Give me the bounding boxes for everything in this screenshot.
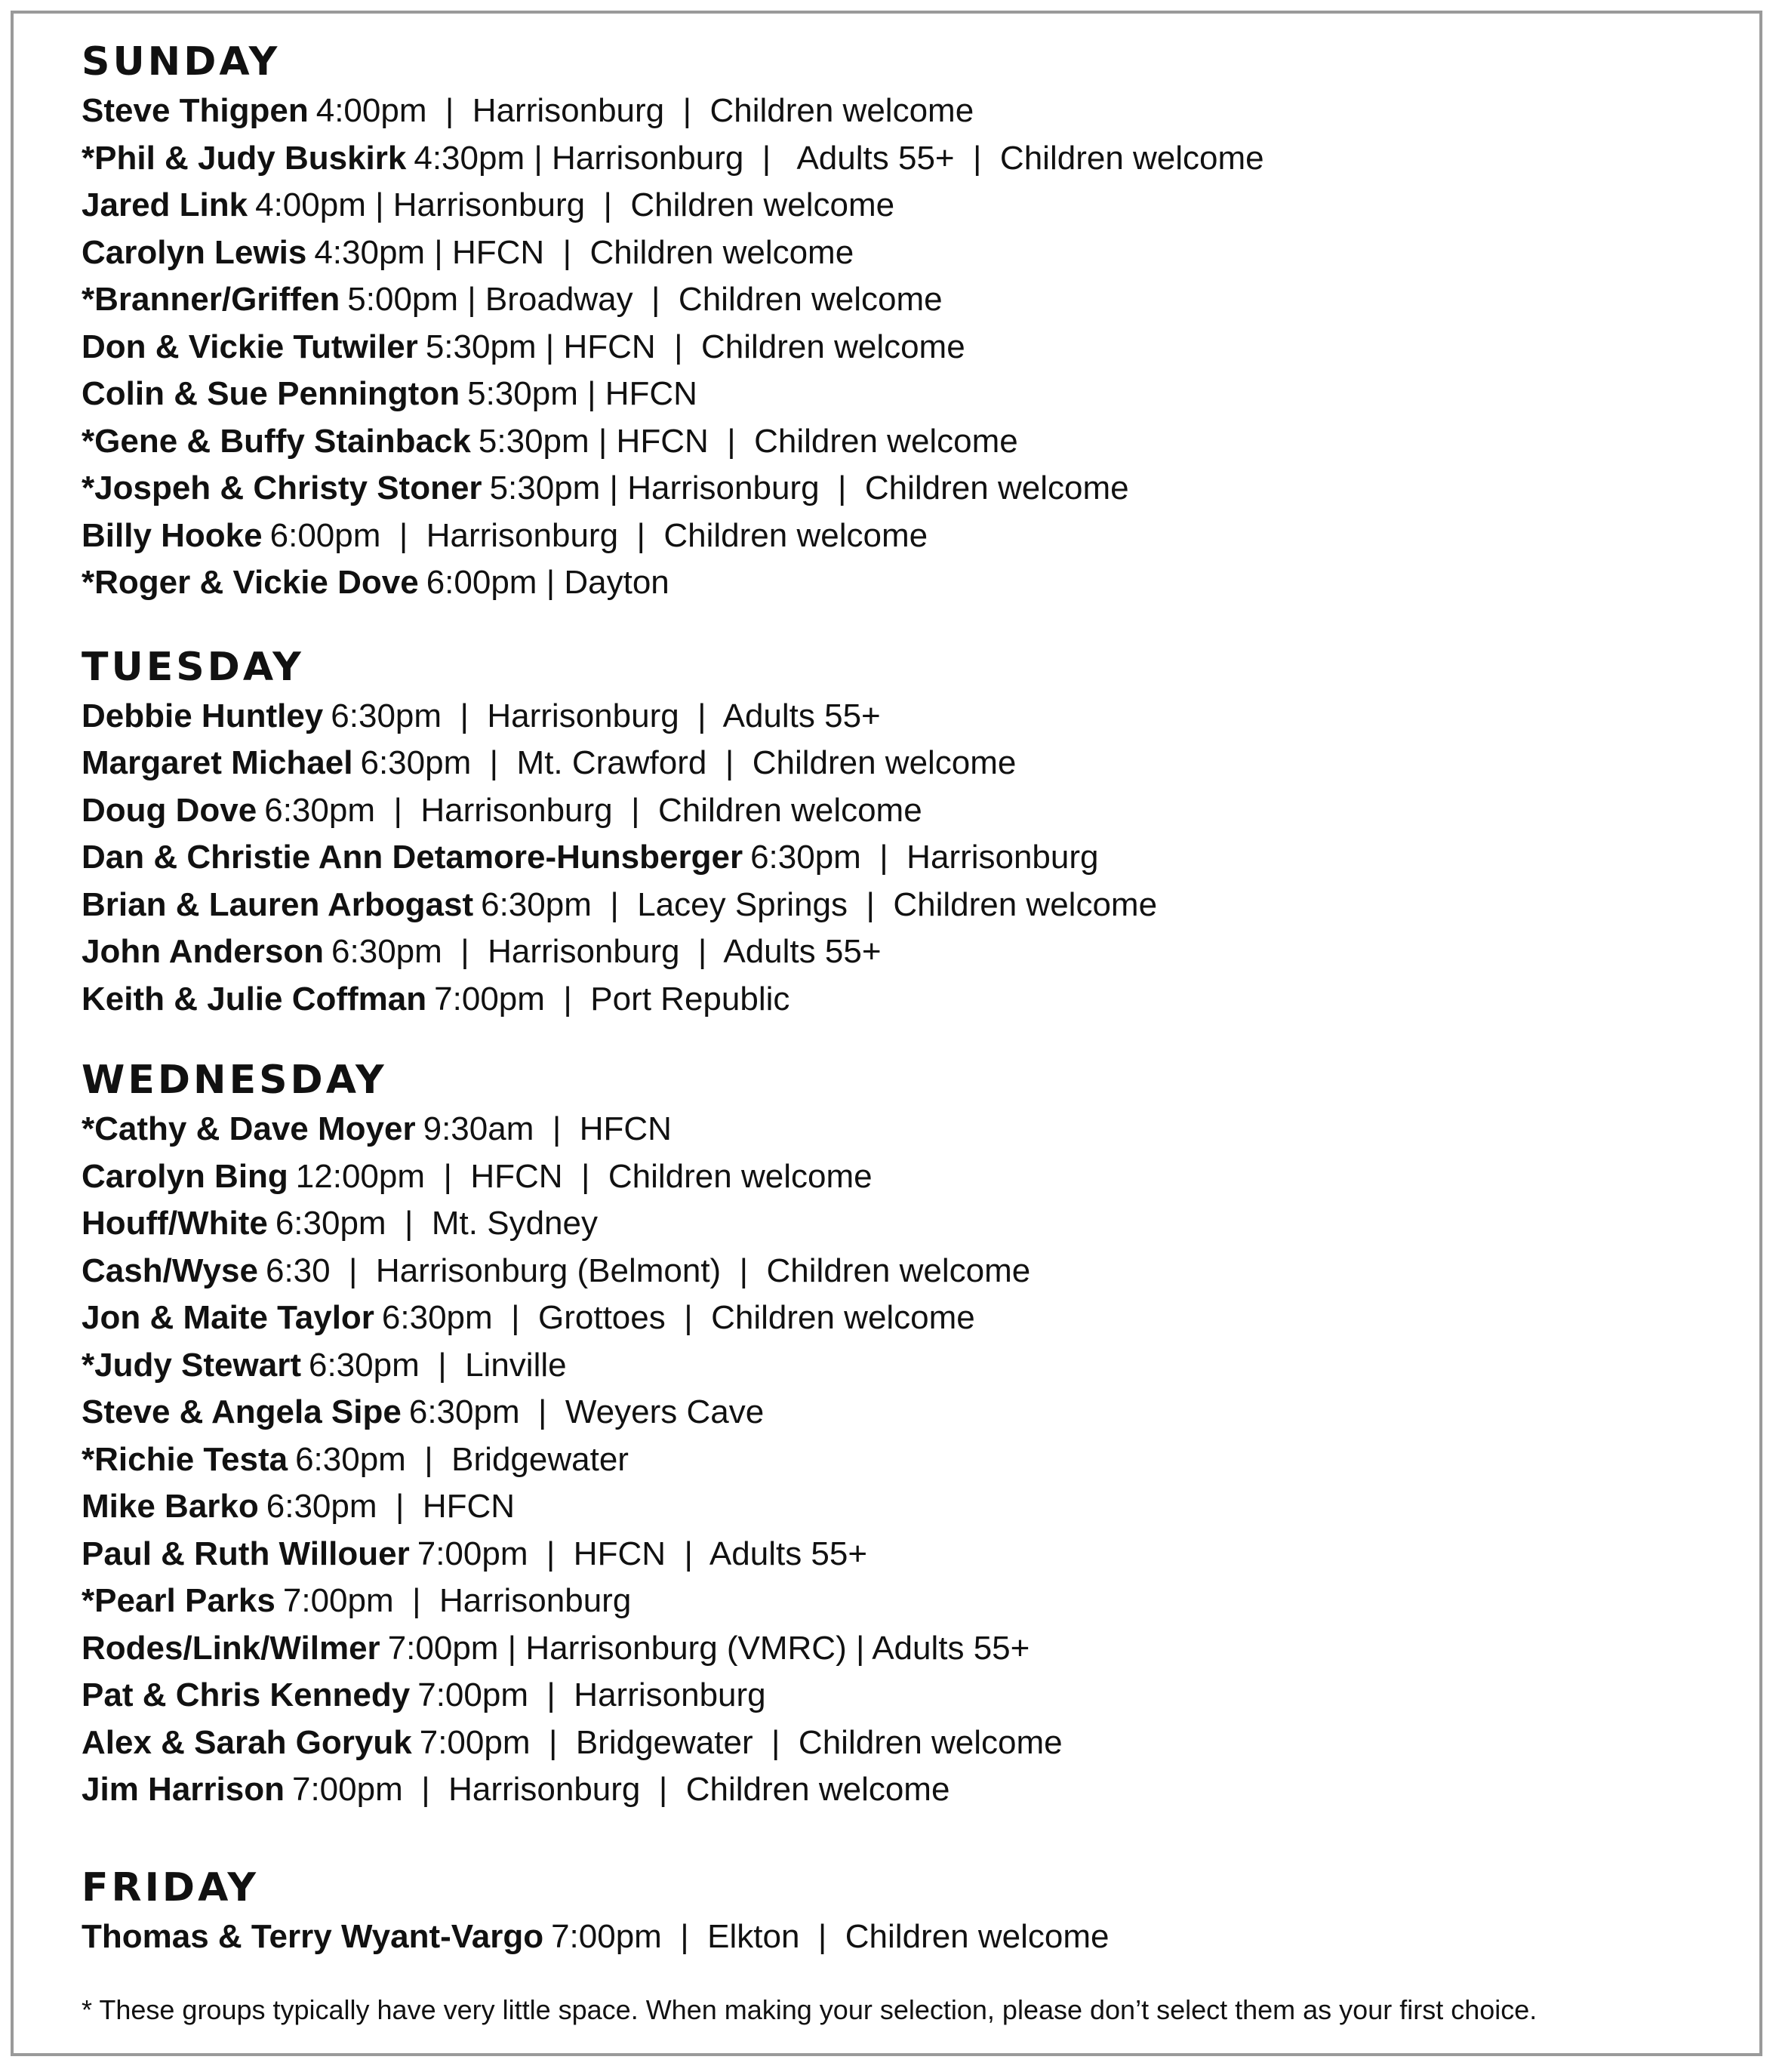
list-item (82, 693, 1742, 740)
group-name: Rodes/Link/Wilmer (82, 1629, 380, 1667)
footnote: * These groups typically have very little space. When making your selection, please don’t select them as your first choice. (82, 1994, 1537, 2025)
group-name: *Cathy & Dave Moyer (82, 1110, 416, 1147)
group-name: Steve Thigpen (82, 92, 309, 129)
list-item (82, 513, 1742, 560)
day-heading: SUNDAY (82, 39, 281, 85)
group-name: *Jospeh & Christy Stoner (82, 470, 482, 506)
group-details: 6:30pm | Harrisonburg | Adults 55+ (331, 697, 881, 734)
list-item (82, 1483, 1742, 1531)
group-name: Steve & Angela Sipe (82, 1393, 402, 1430)
group-details: 6:30pm | HFCN (266, 1488, 516, 1525)
group-name: Jon & Maite Taylor (82, 1299, 374, 1336)
group-details: 6:30pm | Harrisonburg | Children welcome (264, 791, 922, 829)
group-details: 4:30pm | Harrisonburg | Adults 55+ | Children welcome (414, 139, 1264, 177)
group-details: 6:30 | Harrisonburg (Belmont) | Children welcome (265, 1252, 1031, 1289)
list-item (82, 834, 1742, 882)
group-details: 6:30pm | Grottoes | Children welcome (381, 1299, 975, 1336)
list-item (82, 1625, 1742, 1673)
list-item (82, 1200, 1742, 1248)
list-item (82, 1766, 1742, 1814)
group-details: 4:30pm | HFCN | Children welcome (314, 233, 854, 271)
group-name: Debbie Huntley (82, 697, 324, 734)
group-details: 6:00pm | Dayton (426, 564, 669, 601)
list-item (82, 276, 1742, 324)
list-item (82, 229, 1742, 277)
group-name: Jim Harrison (82, 1771, 285, 1808)
group-details: 12:00pm | HFCN | Children welcome (295, 1157, 873, 1195)
group-details: 7:00pm | Elkton | Children welcome (551, 1917, 1110, 1955)
section-wednesday (82, 1056, 1742, 1814)
group-details: 4:00pm | Harrisonburg | Children welcome (315, 92, 974, 129)
group-details: 7:00pm | Harrisonburg (417, 1676, 766, 1713)
list-item (82, 1719, 1742, 1767)
group-name: Alex & Sarah Goryuk (82, 1723, 412, 1761)
list-item (82, 1672, 1742, 1719)
group-details: 7:00pm | Bridgewater | Children welcome (419, 1723, 1063, 1761)
group-name: *Phil & Judy Buskirk (82, 139, 407, 177)
list-item (82, 1436, 1742, 1484)
group-name: Margaret Michael (82, 744, 353, 781)
group-details: 6:30pm | Weyers Cave (408, 1393, 765, 1430)
group-name: *Judy Stewart (82, 1346, 301, 1384)
group-name: Cash/Wyse (82, 1252, 258, 1289)
list-item (82, 928, 1742, 976)
group-name: Mike Barko (82, 1488, 259, 1525)
group-details: 6:30pm | Mt. Sydney (275, 1205, 598, 1242)
group-name: Houff/White (82, 1205, 268, 1242)
group-details: 7:00pm | Port Republic (434, 980, 790, 1018)
group-name: Pat & Chris Kennedy (82, 1676, 411, 1713)
group-name: Carolyn Bing (82, 1157, 288, 1195)
list-item (82, 1389, 1742, 1436)
group-details: 4:00pm | Harrisonburg | Children welcome (255, 186, 895, 223)
group-details: 7:00pm | HFCN | Adults 55+ (417, 1535, 868, 1572)
group-details: 6:30pm | Lacey Springs | Children welcome (481, 885, 1158, 923)
group-details: 5:30pm | HFCN | Children welcome (425, 328, 965, 365)
group-name: Brian & Lauren Arbogast (82, 885, 474, 923)
group-name: Carolyn Lewis (82, 233, 307, 271)
list-item (82, 976, 1742, 1024)
group-details: 7:00pm | Harrisonburg (282, 1582, 632, 1619)
list-item (82, 1578, 1742, 1625)
group-name: Don & Vickie Tutwiler (82, 328, 418, 365)
section-spacer (82, 1814, 1742, 1864)
group-name: *Branner/Griffen (82, 281, 340, 318)
list-item (82, 135, 1742, 183)
list-item (82, 1913, 1742, 1961)
group-name: Billy Hooke (82, 516, 263, 554)
group-details: 5:30pm | Harrisonburg | Children welcome (489, 470, 1129, 506)
group-details: 7:00pm | Harrisonburg | Children welcome (291, 1771, 950, 1808)
list-item (82, 787, 1742, 835)
group-details: 6:30pm | Mt. Crawford | Children welcome (360, 744, 1017, 781)
list-item (82, 882, 1742, 929)
list-item (82, 1248, 1742, 1295)
group-details: 5:30pm | HFCN | Children welcome (478, 422, 1018, 460)
group-name: *Gene & Buffy Stainback (82, 422, 471, 460)
section-spacer (82, 607, 1742, 643)
group-name: Colin & Sue Pennington (82, 375, 460, 412)
day-heading: TUESDAY (82, 644, 304, 690)
list-item (82, 1106, 1742, 1153)
schedule-list (82, 38, 1742, 1960)
group-details: 6:00pm | Harrisonburg | Children welcome (269, 516, 928, 554)
section-friday (82, 1864, 1742, 1961)
group-name: John Anderson (82, 933, 325, 970)
list-item (82, 559, 1742, 607)
list-item (82, 1342, 1742, 1390)
section-sunday (82, 38, 1742, 607)
group-details: 5:30pm | HFCN (467, 375, 697, 412)
section-tuesday (82, 643, 1742, 1024)
list-item (82, 324, 1742, 371)
list-item (82, 182, 1742, 229)
group-details: 7:00pm | Harrisonburg (VMRC) | Adults 55+ (387, 1629, 1030, 1667)
list-item (82, 740, 1742, 787)
day-heading: FRIDAY (82, 1864, 259, 1910)
list-item (82, 465, 1742, 513)
group-details: 6:30pm | Harrisonburg | Adults 55+ (331, 933, 882, 970)
list-item (82, 1295, 1742, 1342)
day-heading: WEDNESDAY (82, 1058, 387, 1103)
group-name: Thomas & Terry Wyant-Vargo (82, 1917, 544, 1955)
list-item (82, 1153, 1742, 1201)
group-name: Jared Link (82, 186, 248, 223)
group-name: *Pearl Parks (82, 1582, 275, 1619)
group-details: 6:30pm | Linville (308, 1346, 567, 1384)
group-name: Paul & Ruth Willouer (82, 1535, 410, 1572)
group-name: Keith & Julie Coffman (82, 980, 427, 1018)
list-item (82, 88, 1742, 135)
group-name: Doug Dove (82, 791, 257, 829)
group-name: *Roger & Vickie Dove (82, 564, 419, 601)
group-details: 5:00pm | Broadway | Children welcome (347, 281, 943, 318)
section-spacer (82, 1023, 1742, 1056)
group-details: 6:30pm | Harrisonburg (750, 839, 1099, 876)
group-details: 6:30pm | Bridgewater (295, 1440, 629, 1478)
group-name: *Richie Testa (82, 1440, 288, 1478)
list-item (82, 371, 1742, 418)
list-item (82, 1531, 1742, 1578)
group-details: 9:30am | HFCN (423, 1110, 672, 1147)
list-item (82, 418, 1742, 466)
group-name: Dan & Christie Ann Detamore-Hunsberger (82, 839, 743, 876)
